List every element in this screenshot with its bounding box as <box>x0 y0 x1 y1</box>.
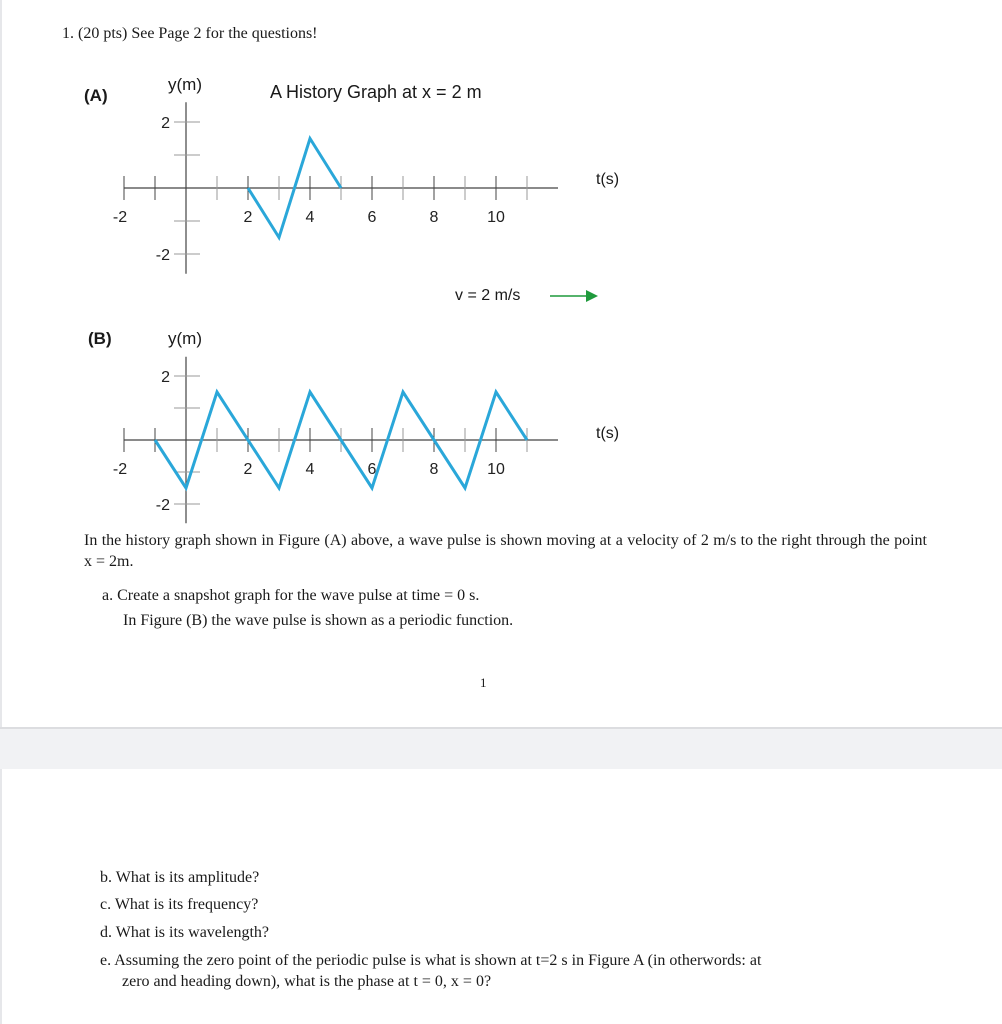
x-tick-label: 6 <box>367 461 377 478</box>
x-tick-label: 10 <box>487 209 505 226</box>
question-d: d. What is its wavelength? <box>100 924 269 941</box>
page-number: 1 <box>480 675 487 690</box>
figure-b-ylabel: y(m) <box>168 329 202 348</box>
intro-paragraph: In the history graph shown in Figure (A) above, a wave pulse is shown moving at a velocity of 2 m/s to the right through the point x = 2m. <box>84 532 927 570</box>
figure-a-xlabel: t(s) <box>596 171 620 188</box>
question-header: 1. (20 pts) See Page 2 for the questions! <box>62 25 318 42</box>
x-tick-label: 6 <box>367 209 377 226</box>
y-tick-label: 2 <box>161 115 170 132</box>
x-tick-label: 2 <box>243 461 253 478</box>
x-tick-label: 8 <box>429 461 439 478</box>
figure-a-label: (A) <box>84 86 108 105</box>
x-tick-label: 10 <box>487 461 505 478</box>
figure-a-ylabel: y(m) <box>168 75 202 94</box>
x-tick-label: 4 <box>305 461 315 478</box>
y-tick-label: -2 <box>155 497 170 514</box>
y-tick-label: -2 <box>155 247 170 264</box>
y-tick-label: 2 <box>161 369 170 386</box>
page-1 <box>2 0 1002 727</box>
figure-b-xlabel: t(s) <box>596 425 620 442</box>
x-tick-label: 2 <box>243 209 253 226</box>
part-a: a. Create a snapshot graph for the wave pulse at time = 0 s. <box>102 587 480 604</box>
page-2 <box>2 769 1002 1024</box>
question-b: b. What is its amplitude? <box>100 869 260 886</box>
question-e-line1: e. Assuming the zero point of the periodic pulse is what is shown at t=2 s in Figure A (in otherwords: at <box>100 952 762 969</box>
x-tick-label: 8 <box>429 209 439 226</box>
x-tick-label: -2 <box>112 461 128 478</box>
question-e-line2: zero and heading down), what is the phase at t = 0, x = 0? <box>122 973 492 990</box>
question-c: c. What is its frequency? <box>100 896 259 913</box>
figure-b-label: (B) <box>88 329 112 348</box>
velocity-label: v = 2 m/s <box>455 287 521 304</box>
figure-a-title: A History Graph at x = 2 m <box>270 82 482 102</box>
x-tick-label: 4 <box>305 209 315 226</box>
x-tick-label: -2 <box>112 209 128 226</box>
part-a-note: In Figure (B) the wave pulse is shown as a periodic function. <box>123 612 514 629</box>
page-separator <box>0 727 1002 769</box>
